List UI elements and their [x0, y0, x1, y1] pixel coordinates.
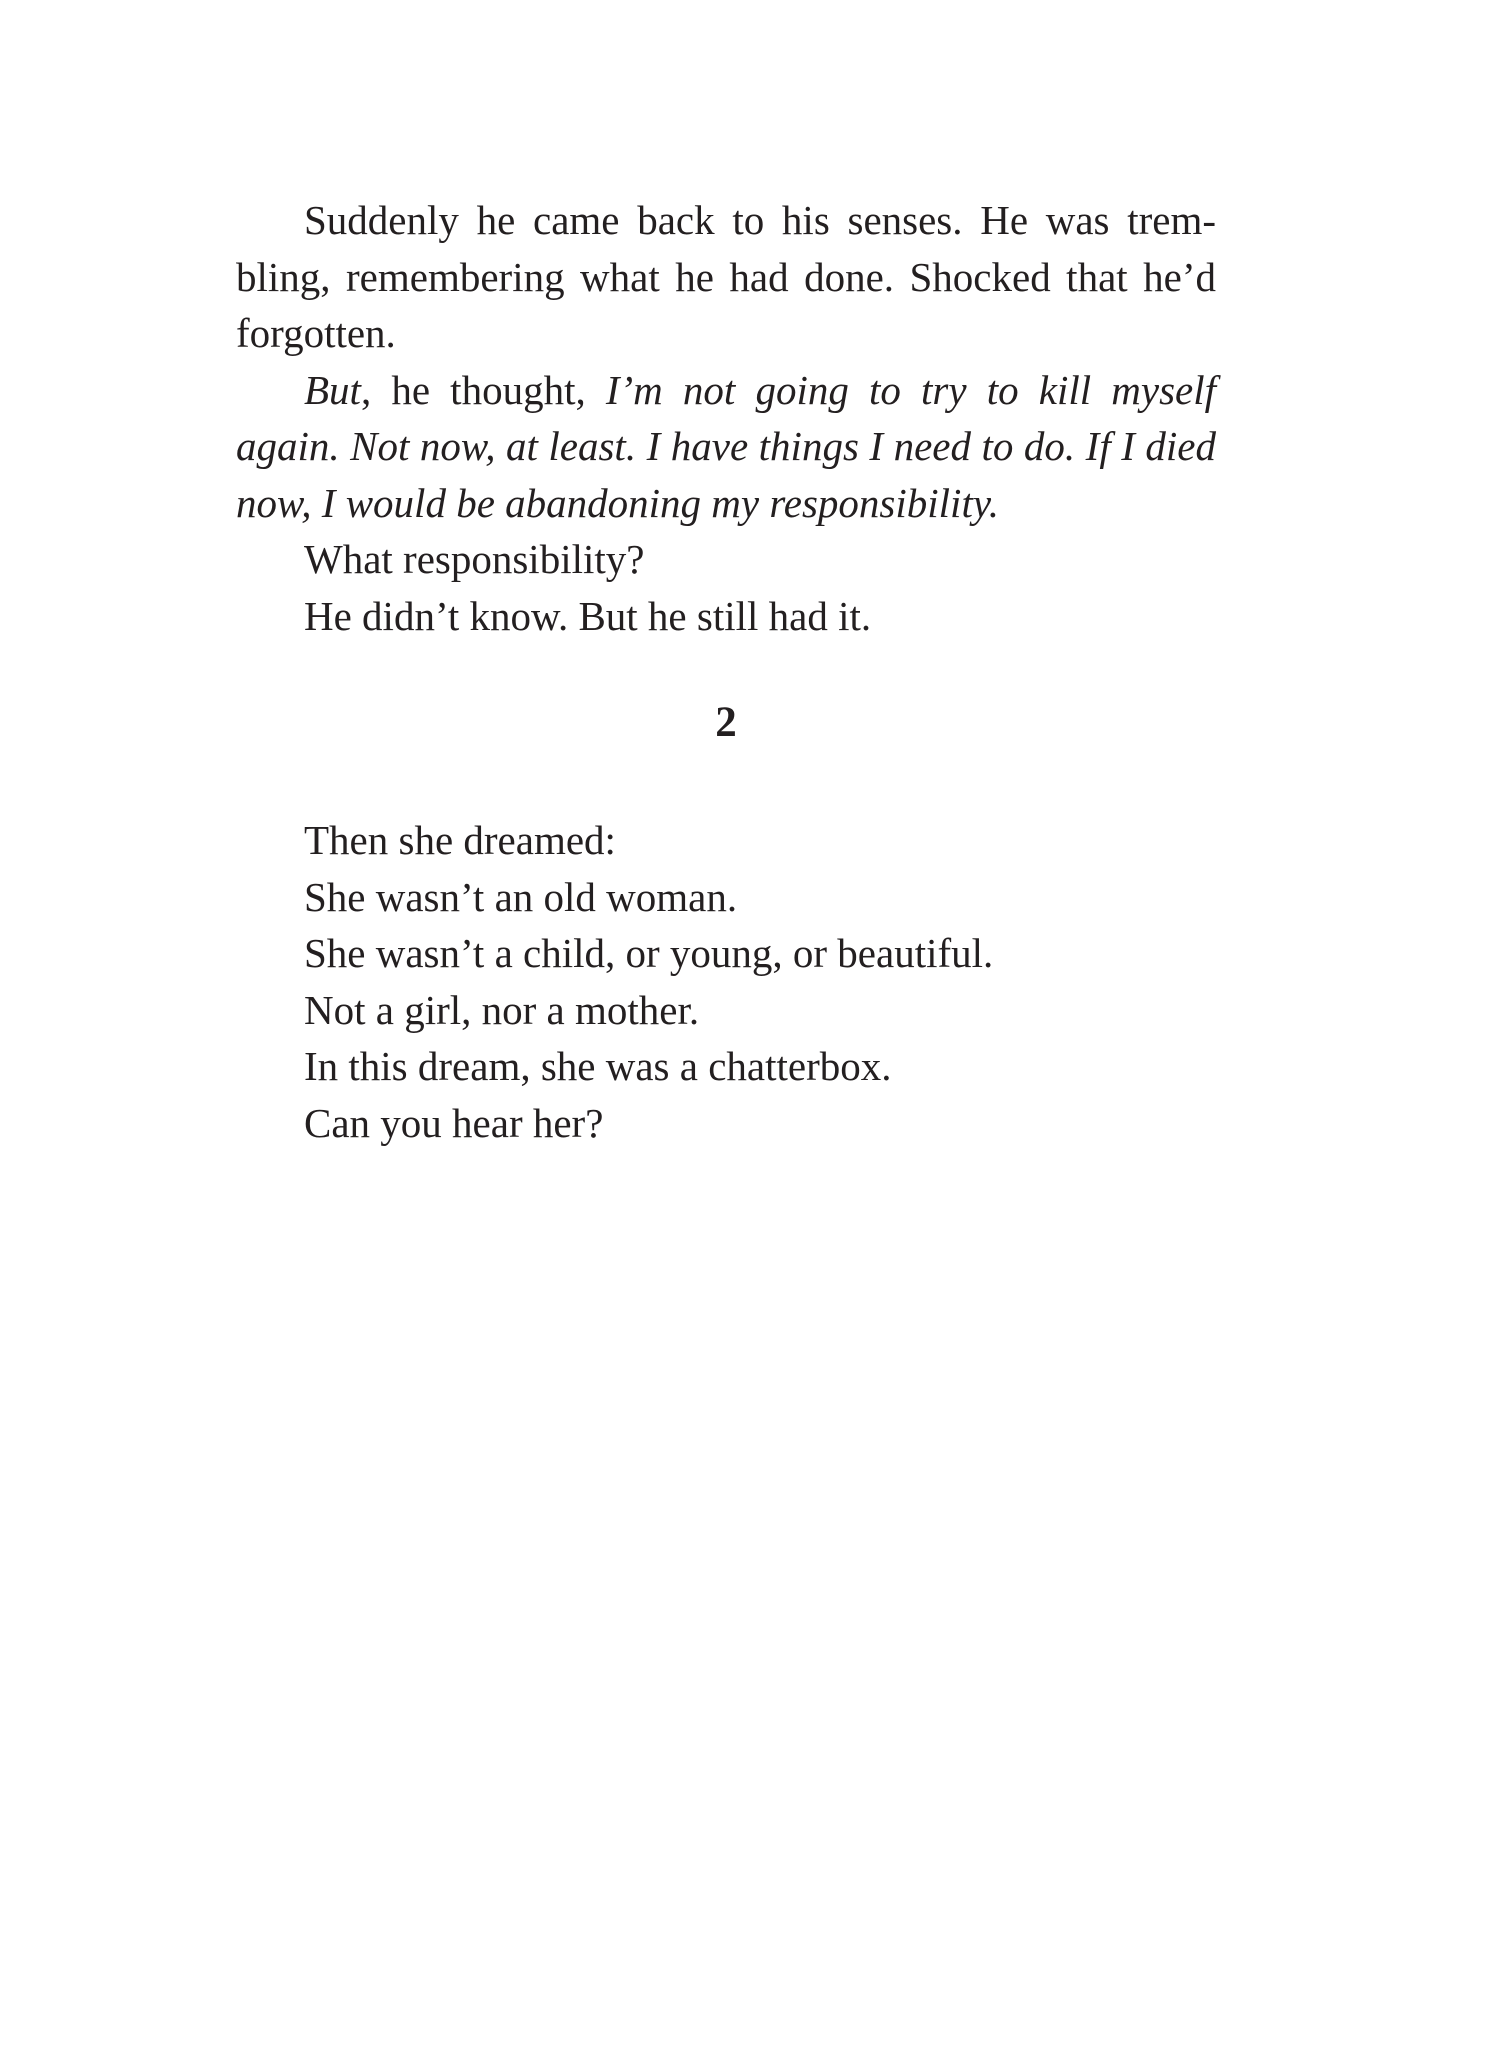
dream-line: Then she dreamed:	[304, 817, 616, 863]
paragraph-thought	[236, 362, 1216, 532]
section-1-text	[236, 192, 1216, 644]
thought-attribution: , he thought,	[360, 366, 606, 413]
paragraph-didnt-know: He didn’t know. But he still had it.	[304, 592, 872, 639]
paragraph-return-to-senses: Suddenly he came back to his senses. He was trem-bling, remembering what he had done. Shocked that he’d forgotten.	[236, 197, 1216, 356]
dream-line: Not a girl, nor a mother.	[304, 986, 700, 1033]
chapter-number: 2	[715, 699, 737, 746]
dream-line: She wasn’t a child, or young, or beautiful.	[304, 930, 994, 976]
dream-line: In this dream, she was a chatterbox.	[304, 1043, 892, 1089]
thought-italic-text: I’m not going to try to kill myself again. Not now, at least. I have things I need to do. If I died now, I would be abandoning my responsibility.	[236, 366, 1217, 526]
paragraph-what-responsibility: What responsibility?	[304, 536, 645, 582]
dream-line: She wasn’t an old woman.	[304, 873, 738, 920]
dream-line: Can you hear her?	[304, 1099, 604, 1146]
thought-lead-italic: But	[304, 366, 361, 413]
section-2-text	[236, 812, 1216, 1151]
